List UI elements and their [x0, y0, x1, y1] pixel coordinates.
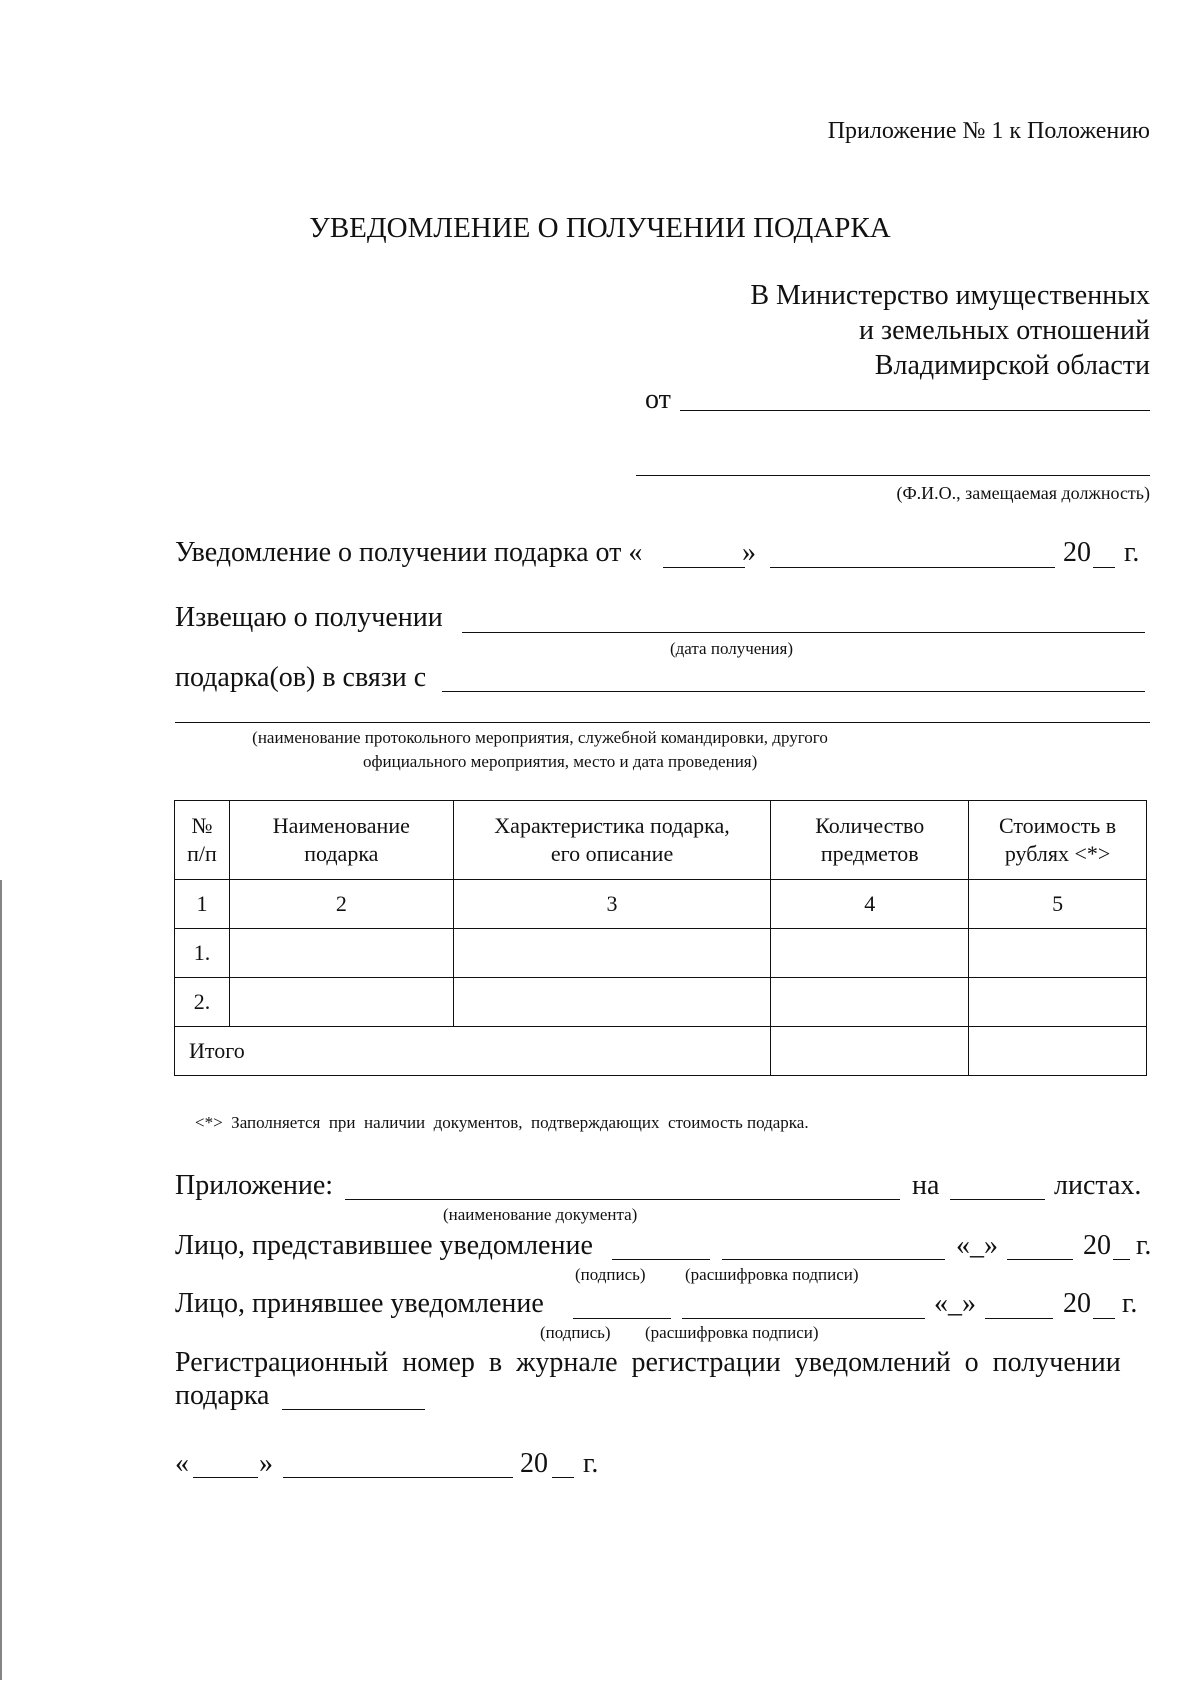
receipt-label: Извещаю о получении — [175, 602, 443, 633]
submitter-sign-caption: (подпись) — [575, 1265, 646, 1284]
submitter-date-quote: «_» — [956, 1230, 998, 1261]
total-quantity-cell[interactable] — [771, 1027, 969, 1076]
final-year-suffix: г. — [583, 1448, 599, 1479]
reason-field[interactable] — [442, 691, 1145, 692]
final-date-close-quote: » — [259, 1448, 273, 1479]
header-gift-name: Наименование подарка — [229, 801, 453, 880]
column-number: 5 — [969, 880, 1147, 929]
header-cost: Стоимость в рублях <*> — [969, 801, 1147, 880]
receiver-decode-field[interactable] — [682, 1318, 925, 1319]
total-row — [175, 1027, 1147, 1076]
table-row — [175, 978, 1147, 1027]
notice-close-quote: » — [742, 537, 756, 568]
submitter-year-field[interactable] — [1113, 1259, 1130, 1260]
event-caption-line-2: официального мероприятия, место и дата проведения) — [363, 752, 758, 771]
appendix-label: Приложение № 1 к Положению — [827, 118, 1150, 144]
submitter-decode-caption: (расшифровка подписи) — [685, 1265, 859, 1284]
gift-description-cell[interactable] — [453, 929, 771, 978]
receipt-date-field[interactable] — [462, 632, 1145, 633]
receiver-label: Лицо, принявшее уведомление — [175, 1288, 544, 1319]
submitter-date-field[interactable] — [1007, 1259, 1073, 1260]
receiver-decode-caption: (расшифровка подписи) — [645, 1323, 819, 1342]
notice-year-prefix: 20 — [1063, 537, 1091, 568]
addressee-line-2: и земельных отношений — [859, 315, 1150, 346]
final-date-open-quote: « — [175, 1448, 189, 1479]
receiver-year-suffix: г. — [1122, 1288, 1138, 1319]
total-label: Итого — [175, 1027, 771, 1076]
gift-quantity-cell[interactable] — [771, 929, 969, 978]
attachment-sheets: листах. — [1054, 1170, 1142, 1201]
receiver-signature-field[interactable] — [573, 1318, 671, 1319]
notice-year-suffix: г. — [1124, 537, 1140, 568]
column-number-row — [175, 880, 1147, 929]
gift-description-cell[interactable] — [453, 978, 771, 1027]
row-number: 2. — [175, 978, 230, 1027]
submitter-year-prefix: 20 — [1083, 1230, 1111, 1261]
receiver-sign-caption: (подпись) — [540, 1323, 611, 1342]
gift-name-cell[interactable] — [229, 978, 453, 1027]
attachment-sheets-field[interactable] — [950, 1199, 1045, 1200]
reason-field-line-2[interactable] — [175, 722, 1150, 723]
notice-day-field[interactable] — [663, 567, 745, 568]
from-position-field[interactable] — [636, 475, 1150, 476]
final-month-field[interactable] — [283, 1477, 513, 1478]
final-day-field[interactable] — [193, 1477, 258, 1478]
addressee-line-1: В Министерство имущественных — [750, 280, 1150, 311]
submitter-signature-field[interactable] — [612, 1259, 710, 1260]
event-caption-line-1: (наименование протокольного мероприятия, служебной командировки, другого — [252, 728, 828, 747]
submitter-label: Лицо, представившее уведомление — [175, 1230, 593, 1261]
table-header-row — [175, 801, 1147, 880]
receiver-year-prefix: 20 — [1063, 1288, 1091, 1319]
final-year-prefix: 20 — [520, 1448, 548, 1479]
footnote: <*> Заполняется при наличии документов, подтверждающих стоимость подарка. — [195, 1113, 809, 1132]
from-label: от — [645, 384, 671, 415]
receiver-date-quote: «_» — [934, 1288, 976, 1319]
column-number: 4 — [771, 880, 969, 929]
column-number: 3 — [453, 880, 771, 929]
column-number: 2 — [229, 880, 453, 929]
total-cost-cell[interactable] — [969, 1027, 1147, 1076]
column-number: 1 — [175, 880, 230, 929]
row-number: 1. — [175, 929, 230, 978]
attachment-doc-caption: (наименование документа) — [443, 1205, 638, 1224]
document-title: УВЕДОМЛЕНИЕ О ПОЛУЧЕНИИ ПОДАРКА — [309, 212, 891, 244]
notice-year-field[interactable] — [1093, 567, 1115, 568]
final-year-field[interactable] — [552, 1477, 574, 1478]
registration-line-2: подарка — [175, 1380, 270, 1411]
receiver-date-field[interactable] — [985, 1318, 1053, 1319]
attachment-on: на — [912, 1170, 940, 1201]
header-quantity: Количество предметов — [771, 801, 969, 880]
receiver-year-field[interactable] — [1093, 1318, 1115, 1319]
header-number: № п/п — [175, 801, 230, 880]
gift-quantity-cell[interactable] — [771, 978, 969, 1027]
reason-label: подарка(ов) в связи с — [175, 662, 427, 693]
attachment-doc-field[interactable] — [345, 1199, 900, 1200]
submitter-decode-field[interactable] — [722, 1259, 945, 1260]
table-row — [175, 929, 1147, 978]
from-name-field[interactable] — [680, 410, 1150, 411]
gifts-table — [174, 800, 1147, 1076]
scan-edge-mark — [0, 880, 2, 1680]
notice-text: Уведомление о получении подарка от « — [175, 537, 643, 568]
registration-number-field[interactable] — [282, 1409, 425, 1410]
attachment-label: Приложение: — [175, 1170, 334, 1201]
addressee-line-3: Владимирской области — [874, 350, 1150, 381]
receipt-date-caption: (дата получения) — [670, 639, 793, 658]
gift-name-cell[interactable] — [229, 929, 453, 978]
from-caption: (Ф.И.О., замещаемая должность) — [896, 483, 1150, 503]
notice-month-field[interactable] — [770, 567, 1055, 568]
gift-cost-cell[interactable] — [969, 978, 1147, 1027]
registration-line-1: Регистрационный номер в журнале регистрации уведомлений о получении — [175, 1347, 1121, 1378]
submitter-year-suffix: г. — [1136, 1230, 1152, 1261]
gift-cost-cell[interactable] — [969, 929, 1147, 978]
header-gift-description: Характеристика подарка, его описание — [453, 801, 771, 880]
